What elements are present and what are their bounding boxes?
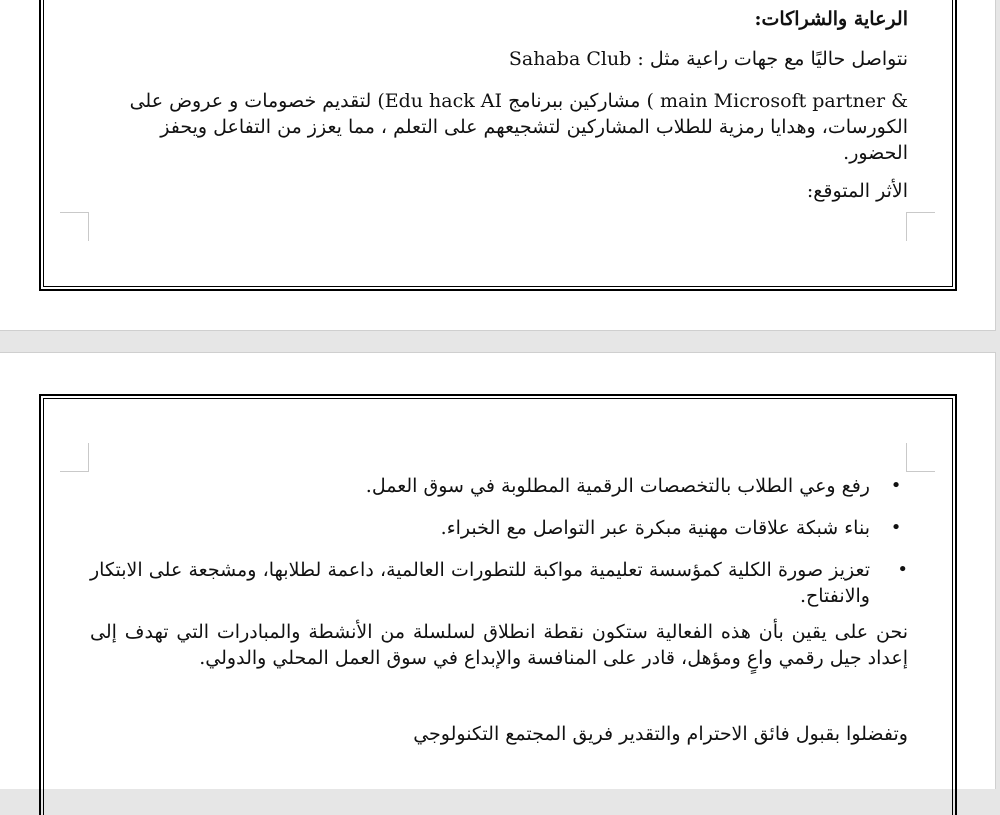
sponsor-name: Sahaba Club [508, 48, 632, 70]
page1-text [90, 6, 908, 204]
margin-corner-top-left [60, 212, 89, 241]
list-item [90, 515, 908, 541]
bullet-text: رفع وعي الطلاب بالتخصصات الرقمية المطلوبة في سوق العمل. [365, 475, 870, 497]
program-name: Edu hack AI [384, 90, 503, 112]
partners-mid: مشاركين ببرنامج [508, 90, 641, 112]
bullet-icon: • [897, 559, 908, 580]
bullet-text: بناء شبكة علاقات مهنية مبكرة عبر التواصل مع الخبراء. [440, 517, 870, 539]
sponsors-paragraph [90, 46, 908, 72]
sponsorship-heading: الرعاية والشراكات: [754, 8, 908, 30]
partners-names: ( main Microsoft partner & [646, 90, 908, 112]
list-item [90, 557, 908, 609]
bullet-icon: • [890, 475, 902, 496]
partners-line-tail: لتقديم خصومات و عروض على [129, 90, 372, 112]
partners-paragraph: ( main Microsoft partner & مشاركين ببرنامج Edu hack AI) لتقديم خصومات و عروض على الكورسات، وهدايا رمزية للطلاب المشاركين لتشجيعهم على التعلم ، مما يعزز من التفاعل ويحفز الحضور. [129, 90, 908, 164]
impact-bullet-list [90, 473, 908, 609]
list-item [90, 473, 908, 499]
margin-corner-bottom-left [60, 443, 89, 472]
conclusion-paragraph: نحن على يقين بأن هذه الفعالية ستكون نقطة انطلاق لسلسلة من الأنشطة والمبادرات التي تهدف إلى إعداد جيل رقمي واعٍ ومؤهل، قادر على المنافسة والإبداع في سوق العمل المحلي والدولي. [90, 621, 908, 669]
bullet-text: تعزيز صورة الكلية كمؤسسة تعليمية مواكبة للتطورات العالمية، داعمة لطلابها، ومشجعة على الابتكار والانفتاح. [90, 559, 870, 607]
page2-text [90, 473, 908, 747]
bullet-icon: • [890, 517, 902, 538]
sponsors-prefix: نتواصل حاليًا مع جهات راعية مثل : [631, 48, 908, 70]
impact-heading: الأثر المتوقع: [806, 180, 908, 202]
document-page-2 [0, 352, 996, 789]
margin-corner-top-right [906, 212, 935, 241]
closing-line: وتفضلوا بقبول فائق الاحترام والتقدير فريق المجتمع التكنولوجي [413, 723, 908, 745]
document-page-1 [0, 0, 996, 331]
partners-line-2: الكورسات، وهدايا رمزية للطلاب المشاركين لتشجيعهم على التعلم ، مما يعزز من التفاعل ويحفز الحضور. [160, 116, 908, 164]
margin-corner-bottom-right [906, 443, 935, 472]
